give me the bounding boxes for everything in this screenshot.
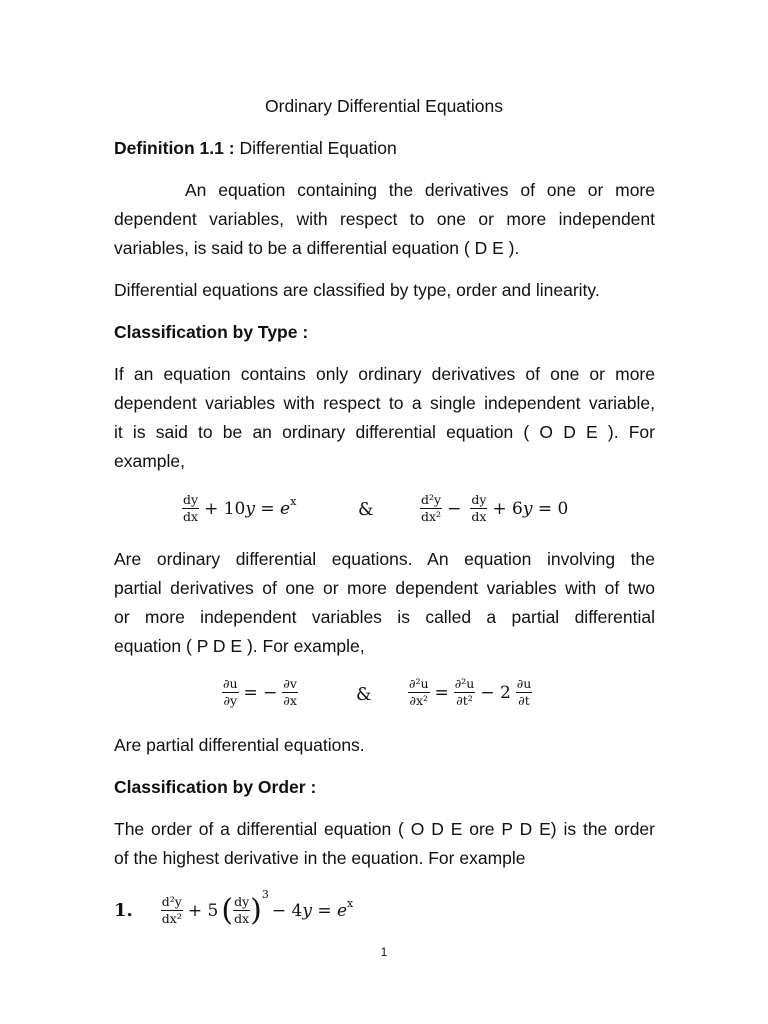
- definition-line-1: An equation containing the derivatives of one or more: [185, 180, 655, 200]
- pde-paragraph-line-3: or more independent variables is called a partial differential: [114, 607, 655, 627]
- pde-equation-1: $\frac{\partial u}{\partial y}$ = − $\frac{\partial v}{\partial x}$: [223, 676, 297, 708]
- order-heading: Classification by Order :: [114, 777, 317, 797]
- definition-line-3: variables, is said to be a differential equation ( D E ).: [114, 238, 520, 258]
- order-paragraph-line-2: of the highest derivative in the equation. For example: [114, 848, 526, 868]
- ode-paragraph-line-4: example,: [114, 451, 186, 471]
- pde-ampersand: &: [356, 685, 372, 705]
- page-number: 1: [380, 945, 388, 959]
- example-number: 1.: [114, 900, 133, 921]
- pde-paragraph-line-4: equation ( P D E ). For example,: [114, 636, 365, 656]
- fraction: $\frac{\partial v}{\partial x}$: [283, 676, 297, 708]
- pde-paragraph-line-1: Are ordinary differential equations. An equation involving the: [114, 549, 655, 569]
- definition-heading: [114, 137, 655, 159]
- pde-paragraph-line-2: partial derivatives of one or more dependent variables with of two: [114, 578, 655, 598]
- ode-equation-2: $\frac{\text{d²y}}{\text{dx²}}$ − $\frac{dy}{dx}$ + 6𝑦 = 0: [421, 492, 569, 524]
- left-paren: (: [221, 892, 234, 928]
- definition-label: Definition 1.1 :: [114, 138, 235, 158]
- fraction: $\frac{\text{∂²u}}{\text{∂t²}}$: [454, 676, 475, 708]
- definition-name: Differential Equation: [239, 138, 397, 158]
- fraction: $\frac{\partial u}{\partial y}$: [223, 676, 238, 708]
- pde-equation-2: $\frac{\text{∂²u}}{\text{∂x²}}$ = $\frac{\text{∂²u}}{\text{∂t²}}$ − 2 $\frac{\partial u}{\partial t}$: [409, 676, 532, 708]
- classified-sentence: Differential equations are classified by type, order and linearity.: [114, 280, 600, 300]
- right-paren: ): [250, 892, 262, 928]
- order-equation: $\frac{\text{d²y}}{\text{dx²}}$ + 5 ( $\frac{dy}{dx}$ ) 3 − 4𝑦 = 𝑒 x: [161, 888, 354, 928]
- fraction: $\frac{dy}{dx}$: [183, 492, 199, 524]
- fraction: $\frac{\text{d²y}}{\text{dx²}}$: [161, 894, 182, 926]
- fraction: $\frac{\text{∂²u}}{\text{∂x²}}$: [409, 676, 429, 708]
- definition-line-2: dependent variables, with respect to one or more independent: [114, 209, 655, 229]
- order-example: [114, 888, 354, 928]
- fraction: $\frac{dy}{dx}$: [234, 894, 250, 926]
- ode-paragraph-line-3: it is said to be an ordinary differential equation ( O D E ). For: [114, 422, 655, 442]
- page-title: Ordinary Differential Equations: [265, 96, 503, 116]
- order-paragraph-line-1: The order of a differential equation ( O D E ore P D E) is the order: [114, 819, 655, 839]
- ode-ampersand: &: [358, 500, 374, 520]
- type-heading: Classification by Type :: [114, 322, 309, 342]
- pde-closing: Are partial differential equations.: [114, 735, 365, 755]
- fraction: $\frac{\partial u}{\partial t}$: [516, 676, 532, 708]
- ode-paragraph-line-1: If an equation contains only ordinary derivatives of one or more: [114, 364, 655, 384]
- ode-paragraph-line-2: dependent variables with respect to a single independent variable,: [114, 393, 655, 413]
- fraction: $\frac{\text{d²y}}{\text{dx²}}$: [421, 492, 442, 524]
- ode-equation-1: $\frac{dy}{dx}$ + 10𝑦 = 𝑒 x: [183, 492, 297, 524]
- fraction: $\frac{dy}{dx}$: [471, 492, 487, 524]
